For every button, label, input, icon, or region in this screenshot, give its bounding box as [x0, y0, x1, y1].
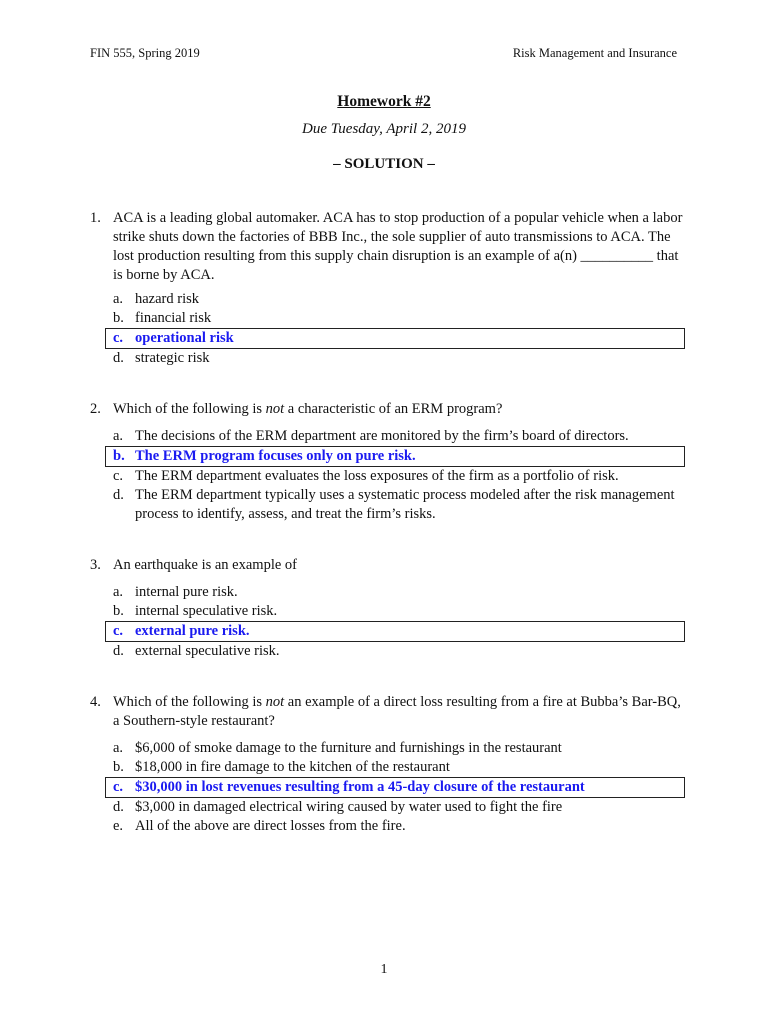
option-d: d. The ERM department typically uses a systematic process modeled after the risk management process to identify, assess, and treat the firm’s risks. — [113, 487, 675, 522]
question-text: Which of the following is not a characteristic of an ERM program? — [113, 401, 503, 417]
question-number: 2. — [90, 401, 101, 417]
solution-heading: – SOLUTION – — [333, 156, 435, 172]
option-c-answer: c. external pure risk. — [105, 621, 685, 642]
question-1-options — [113, 290, 685, 368]
question-4-options — [113, 739, 685, 836]
option-a: a. hazard risk — [113, 291, 200, 307]
option-b: b. $18,000 in fire damage to the kitchen of the restaurant — [113, 759, 450, 775]
header-course: FIN 555, Spring 2019 — [90, 46, 200, 60]
option-a: a. $6,000 of smoke damage to the furniture and furnishings in the restaurant — [113, 740, 562, 756]
due-date: Due Tuesday, April 2, 2019 — [302, 121, 466, 137]
question-1 — [90, 209, 690, 285]
question-text: An earthquake is an example of — [113, 557, 297, 573]
option-d: d. strategic risk — [113, 350, 210, 366]
option-b: b. internal speculative risk. — [113, 603, 278, 619]
option-b-answer: b. The ERM program focuses only on pure risk. — [105, 446, 685, 467]
option-a: a. internal pure risk. — [113, 584, 238, 600]
option-e: e. All of the above are direct losses from the fire. — [113, 818, 406, 834]
option-a: a. The decisions of the ERM department are monitored by the firm’s board of directors. — [113, 428, 629, 444]
option-c-answer: c. $30,000 in lost revenues resulting from a 45-day closure of the restaurant — [105, 777, 685, 798]
option-c: c. The ERM department evaluates the loss exposures of the firm as a portfolio of risk. — [113, 468, 619, 484]
header-subject: Risk Management and Insurance — [512, 46, 677, 60]
option-b: b. financial risk — [113, 310, 212, 326]
question-number: 1. — [90, 210, 101, 226]
question-3-options — [113, 583, 685, 661]
question-4 — [90, 693, 690, 731]
page-number: 1 — [380, 962, 388, 977]
question-number: 3. — [90, 557, 101, 573]
option-c-answer: c. operational risk — [105, 328, 685, 349]
option-d: d. $3,000 in damaged electrical wiring caused by water used to fight the fire — [113, 799, 563, 815]
option-d: d. external speculative risk. — [113, 643, 280, 659]
question-number: 4. — [90, 694, 101, 710]
question-2 — [90, 400, 690, 419]
question-text: ACA is a leading global automaker. ACA has to stop production of a popular vehicle when a labor strike shuts down the factories of BBB Inc., the sole supplier of auto transmissions to ACA. The lost production resulting from this supply chain disruption is an example of a(n) __________ that is borne by ACA. — [113, 210, 683, 283]
page-title: Homework #2 — [337, 93, 431, 110]
question-text: Which of the following is not an example of a direct loss resulting from a fire at Bubba’s Bar-BQ, a Southern-style restaurant? — [113, 694, 681, 729]
question-3 — [90, 556, 690, 575]
question-2-options — [113, 427, 685, 524]
